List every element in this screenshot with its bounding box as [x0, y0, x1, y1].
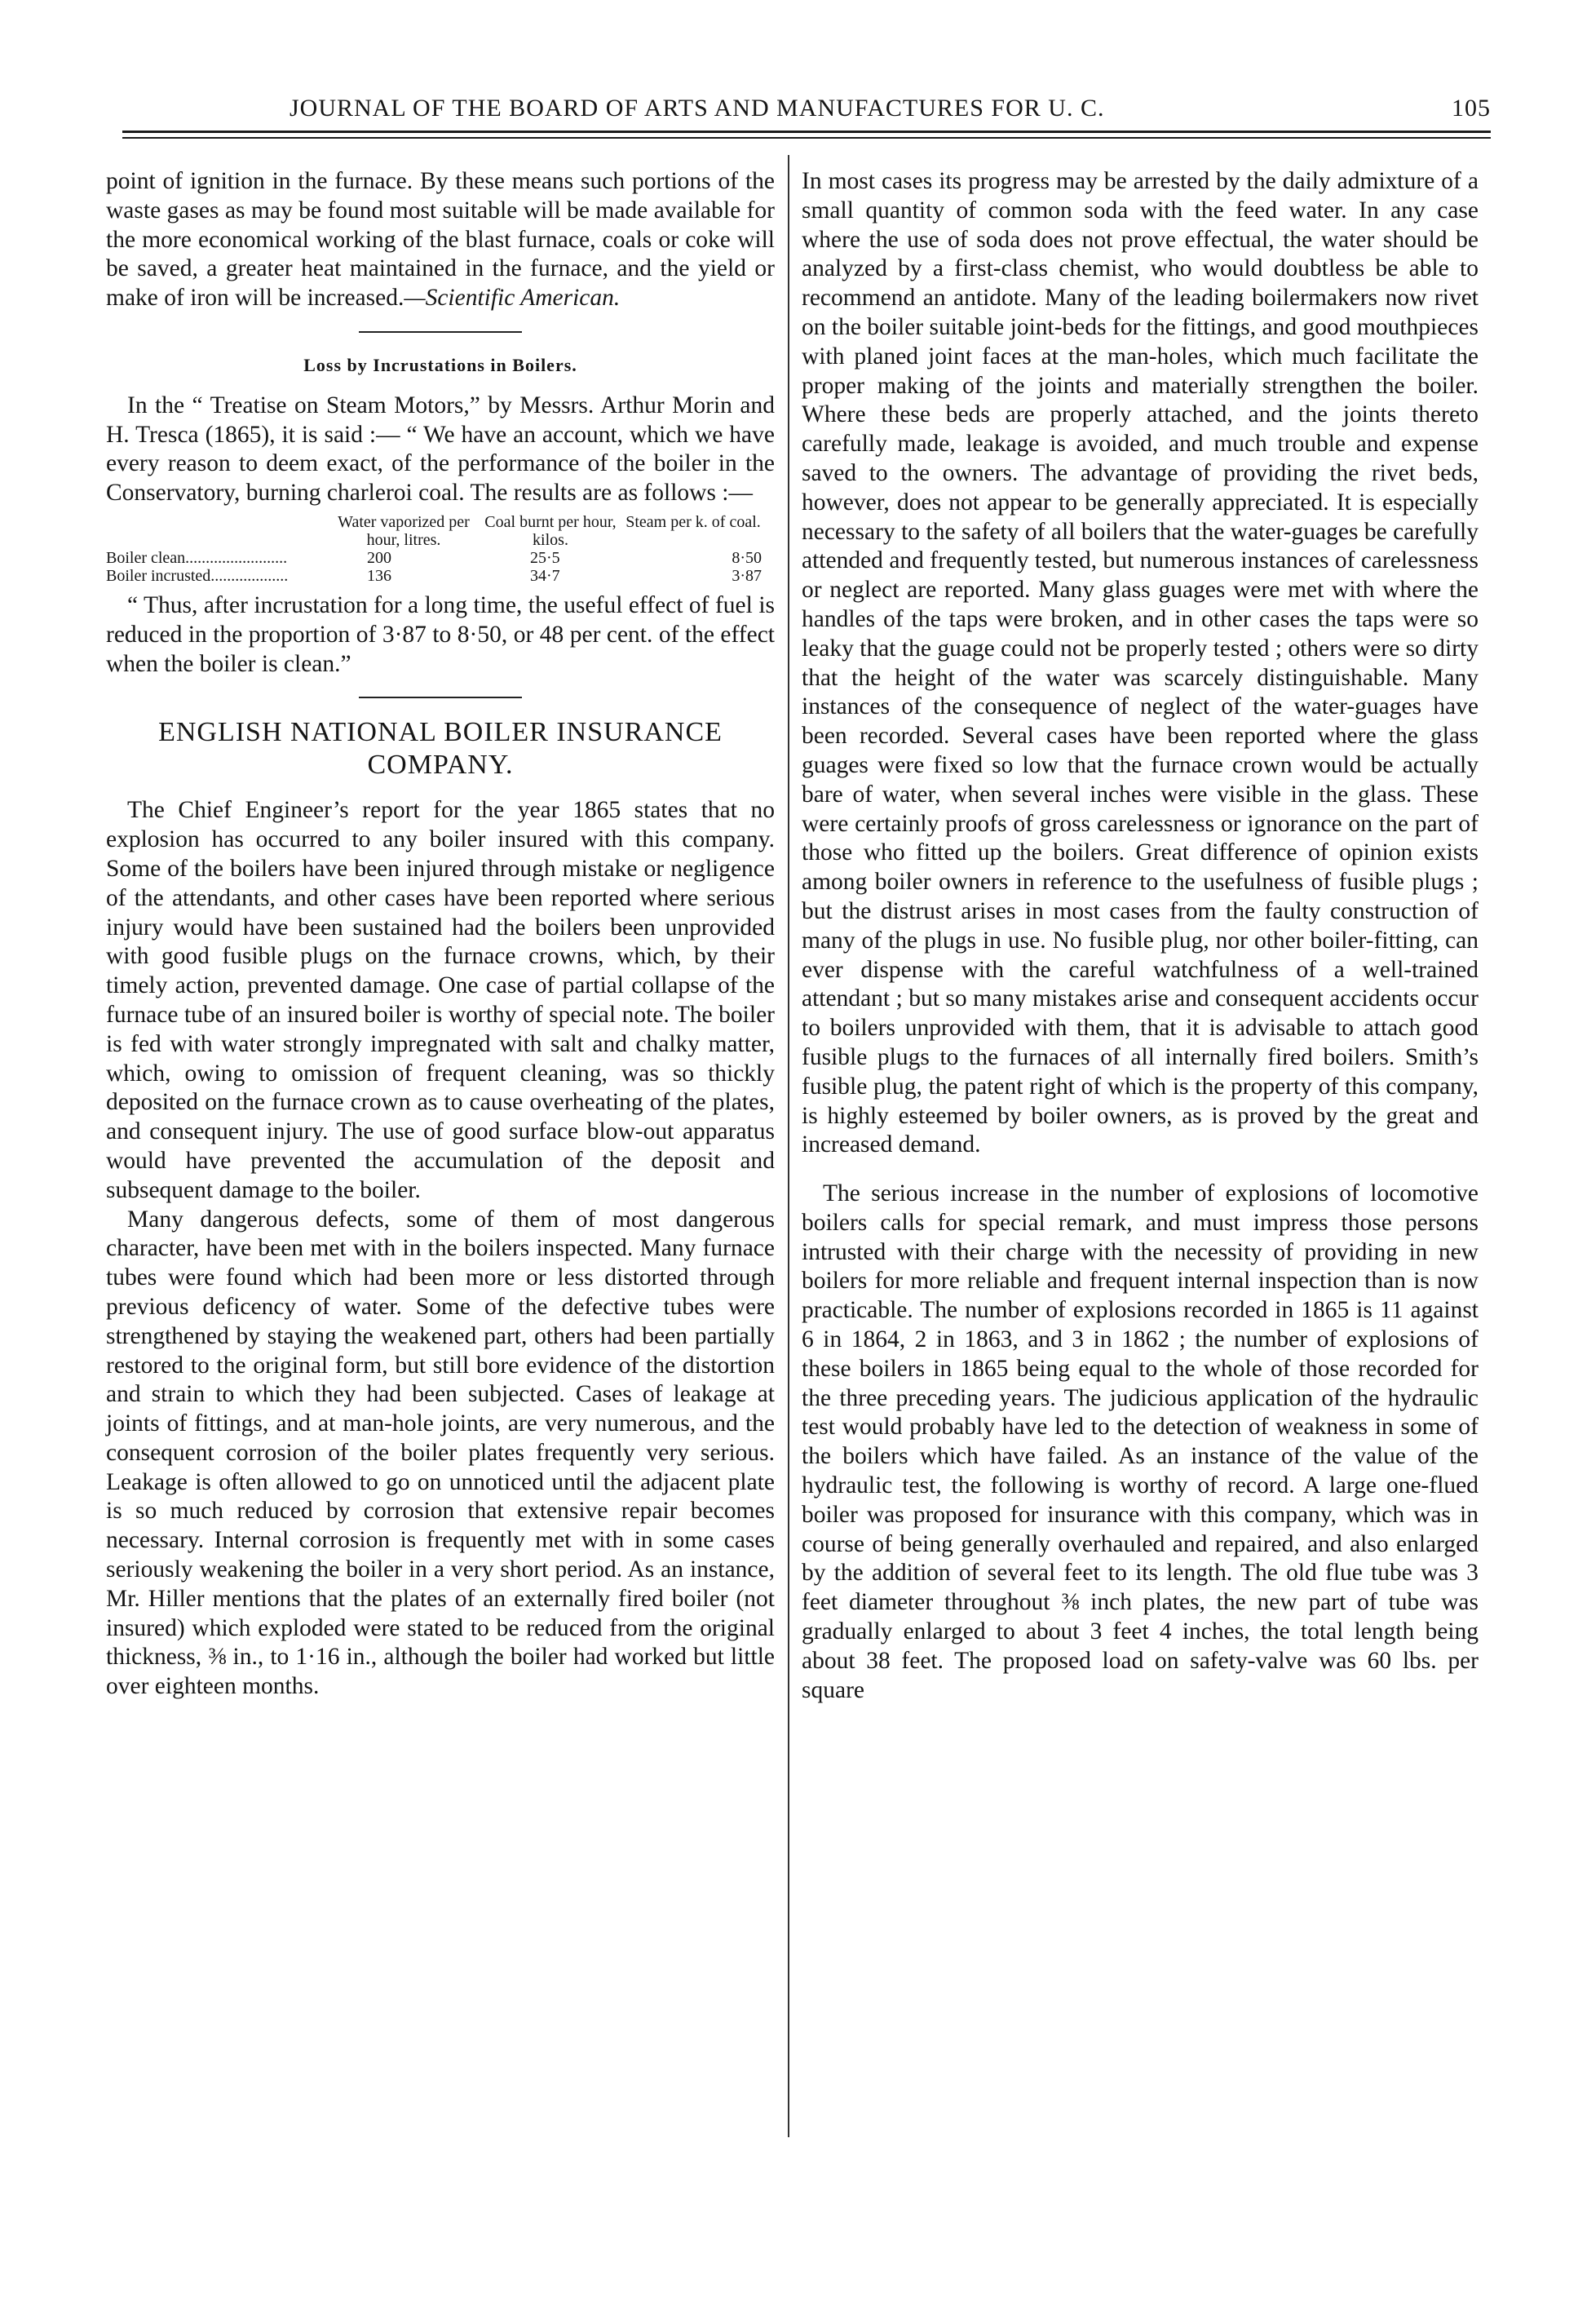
- journal-title: JOURNAL OF THE BOARD OF ARTS AND MANUFACTURES FOR U. C.: [290, 95, 1105, 122]
- table-header-cell: Coal burnt per hour, kilos.: [484, 512, 617, 549]
- section-separator: [359, 697, 522, 698]
- column-divider: [788, 155, 789, 2137]
- article-paragraph: The Chief Engineer’s report for the year 1865 states that no explosion has occurred to any boiler insured with this company. Some of the boilers have been injured through mistake or negligence of the attendants, and other cases have been reported where serious injury would have been sustained had the boilers been unprovided with good fusible plugs on the furnace crowns, which, by their timely action, prevented damage. One case of partial collapse of the furnace tube of an insured boiler is worthy of special note. The boiler is fed with water strongly impregnated with salt and chalky matter, which, owing to omission of frequent cleaning, was so thickly deposited on the furnace crown as to cause overheating of the plates, and consequent injury. The use of good surface blow-out apparatus would have prevented the accumulation of the deposit and subsequent damage to the boiler.: [106, 797, 775, 1203]
- paragraph-gap: [802, 1160, 1479, 1180]
- loss-heading: Loss by Incrustations in Boilers.: [303, 354, 577, 375]
- continued-paragraph: [106, 167, 775, 313]
- page-number: 105: [1452, 95, 1491, 122]
- article-paragraph: Many dangerous defects, some of them of most dangerous character, have been met with in the boilers inspected. Many furnace tubes were found which had been more or less distorted through previous deficency of water. Some of the defective tubes were strengthened by staying the weakened part, others had been partially restored to the original form, but still bore evidence of the distortion and strain to which they had been subjected. Cases of leakage at joints of fittings, and at man-hole joints, are very numerous, and the consequent corrosion of the boiler plates frequently very serious. Leakage is often allowed to go on unnoticed until the adjacent plate is so much reduced by corrosion that extensive repair becomes necessary. Internal corrosion is frequently met with in some cases seriously weakening the boiler in a very short period. As an instance, Mr. Hiller mentions that the plates of an externally fired boiler (not insured) which exploded were stated to be reduced from the original thickness, ⅜ in., to 1·16 in., although the boiler had worked but little over eighteen months.: [106, 1206, 775, 1700]
- table-cell: 8·50: [732, 548, 762, 567]
- loss-intro-paragraph: In the “ Treatise on Steam Motors,” by Messrs. Arthur Morin and H. Tresca (1865), it is said :— “ We have an account, which we have every reason to deem exact, of the performance of the boiler in the Conservatory, burning charleroi coal. The results are as follows :—: [106, 392, 775, 507]
- article-paragraph: The serious increase in the number of explosions of locomotive boilers calls for special remark, and must impress those persons intrusted with their charge with the necessity of providing in new boilers for more reliable and frequent internal inspection than is now practicable. The number of explosions recorded in 1865 is 11 against 6 in 1864, 2 in 1863, and 3 in 1862 ; the number of explosions of these boilers in 1865 being equal to the whole of those recorded for the three preceding years. The judicious application of the hydraulic test would probably have led to the detection of weakness in some of the boilers which have failed. As an instance of the value of the hydraulic test, the following is worthy of record. A large one-flued boiler was proposed for insurance with this company, which was in course of being generally overhauled and repaired, and also enlarged by the addition of several feet to its length. The old flue tube was 3 feet diameter throughout ⅜ inch plates, the new part of tube was gradually enlarged to about 3 feet 4 inches, the total length being about 38 feet. The proposed load on safety-valve was 60 lbs. per square: [802, 1180, 1479, 1703]
- table-row: [106, 549, 775, 567]
- table-cell: 3·87: [732, 566, 762, 585]
- header-rule-thick: [122, 131, 1491, 133]
- left-column: [106, 167, 775, 1702]
- header-rule-thin: [122, 137, 1491, 139]
- section-separator: [359, 331, 522, 333]
- table-cell: Boiler clean.........................: [106, 548, 288, 567]
- table-header-cell: [106, 513, 326, 549]
- article-paragraph: In most cases its progress may be arrested by the daily admixture of a small quantity of common soda with the feed water. In any case where the use of soda does not prove effectual, the water should be analyzed by a first-class chemist, who would doubtless be able to recommend an antidote. Many of the leading boilermakers now rivet on the boiler suitable joint-beds for the fittings, and good mouthpieces with planed joint faces at the man-holes, which much facilitate the proper making of the joints and materially strengthen the boiler. Where these beds are properly attached, and the joints thereto carefully made, leakage is avoided, and much trouble and expense saved to the owners. The advantage of providing the rivet beds, however, does not appear to be generally appreciated. It is especially necessary to the safety of all boilers that the water-guages be carefully attended and frequently tested, but numerous instances of carelessness or neglect are reported. Many glass guages were met with where the handles of the taps were broken, and in other cases the taps were so leaky that the guage could not be properly tested ; others were so dirty that the height of the water was scarcely distinguishable. Many instances of the consequence of neglect of the water-guages have been recorded. Several cases have been reported where the glass guages were fixed so low that the furnace crown would be actually bare of water, when several inches were visible in the glass. These were certainly proofs of gross carelessness or ignorance on the part of those who fitted up the boilers. Great difference of opinion exists among boiler owners in reference to the usefulness of fusible plugs ; but the distrust arises in most cases from the faulty construction of many of the plugs in use. No fusible plug, nor other boiler-fitting, can ever dispense with the careful watchfulness of a well-trained attendant ; but so many mistakes arise and consequent accidents occur to boilers unprovided with them, that it is advisable to attach good fusible plugs to the furnaces of all internally fired boilers. Smith’s fusible plug, the patent right of which is the property of this company, is highly esteemed by boiler owners, as is proved by the great and increased demand.: [802, 168, 1479, 1158]
- article-heading: ENGLISH NATIONAL BOILER INSURANCE COMPANY.: [158, 717, 723, 781]
- table-cell: 136: [367, 566, 391, 585]
- continued-text: point of ignition in the furnace. By these means such portions of the waste gases as may be found most suitable will be made available for the more economical working of the blast furnace, coals or coke will be saved, a greater heat maintained in the furnace, and the yield or make of iron will be increased.: [106, 168, 775, 312]
- table-cell: 34·7: [530, 566, 560, 585]
- results-table: [106, 513, 775, 585]
- table-header-row: [106, 513, 775, 549]
- loss-conclusion-paragraph: “ Thus, after incrustation for a long time, the useful effect of fuel is reduced in the proportion of 3·87 to 8·50, or 48 per cent. of the effect when the boiler is clean.”: [106, 591, 775, 677]
- table-cell: Boiler incrusted...................: [106, 566, 289, 585]
- source-citation: —Scientific American.: [404, 285, 621, 312]
- table-header-cell: Steam per k. of coal.: [625, 512, 761, 531]
- running-header: [122, 91, 1491, 132]
- table-header-cell: Water vaporized per hour, litres.: [338, 512, 470, 549]
- table-cell: 25·5: [530, 548, 560, 567]
- right-column: [802, 167, 1479, 1705]
- table-row: [106, 567, 775, 585]
- table-cell: 200: [367, 548, 391, 567]
